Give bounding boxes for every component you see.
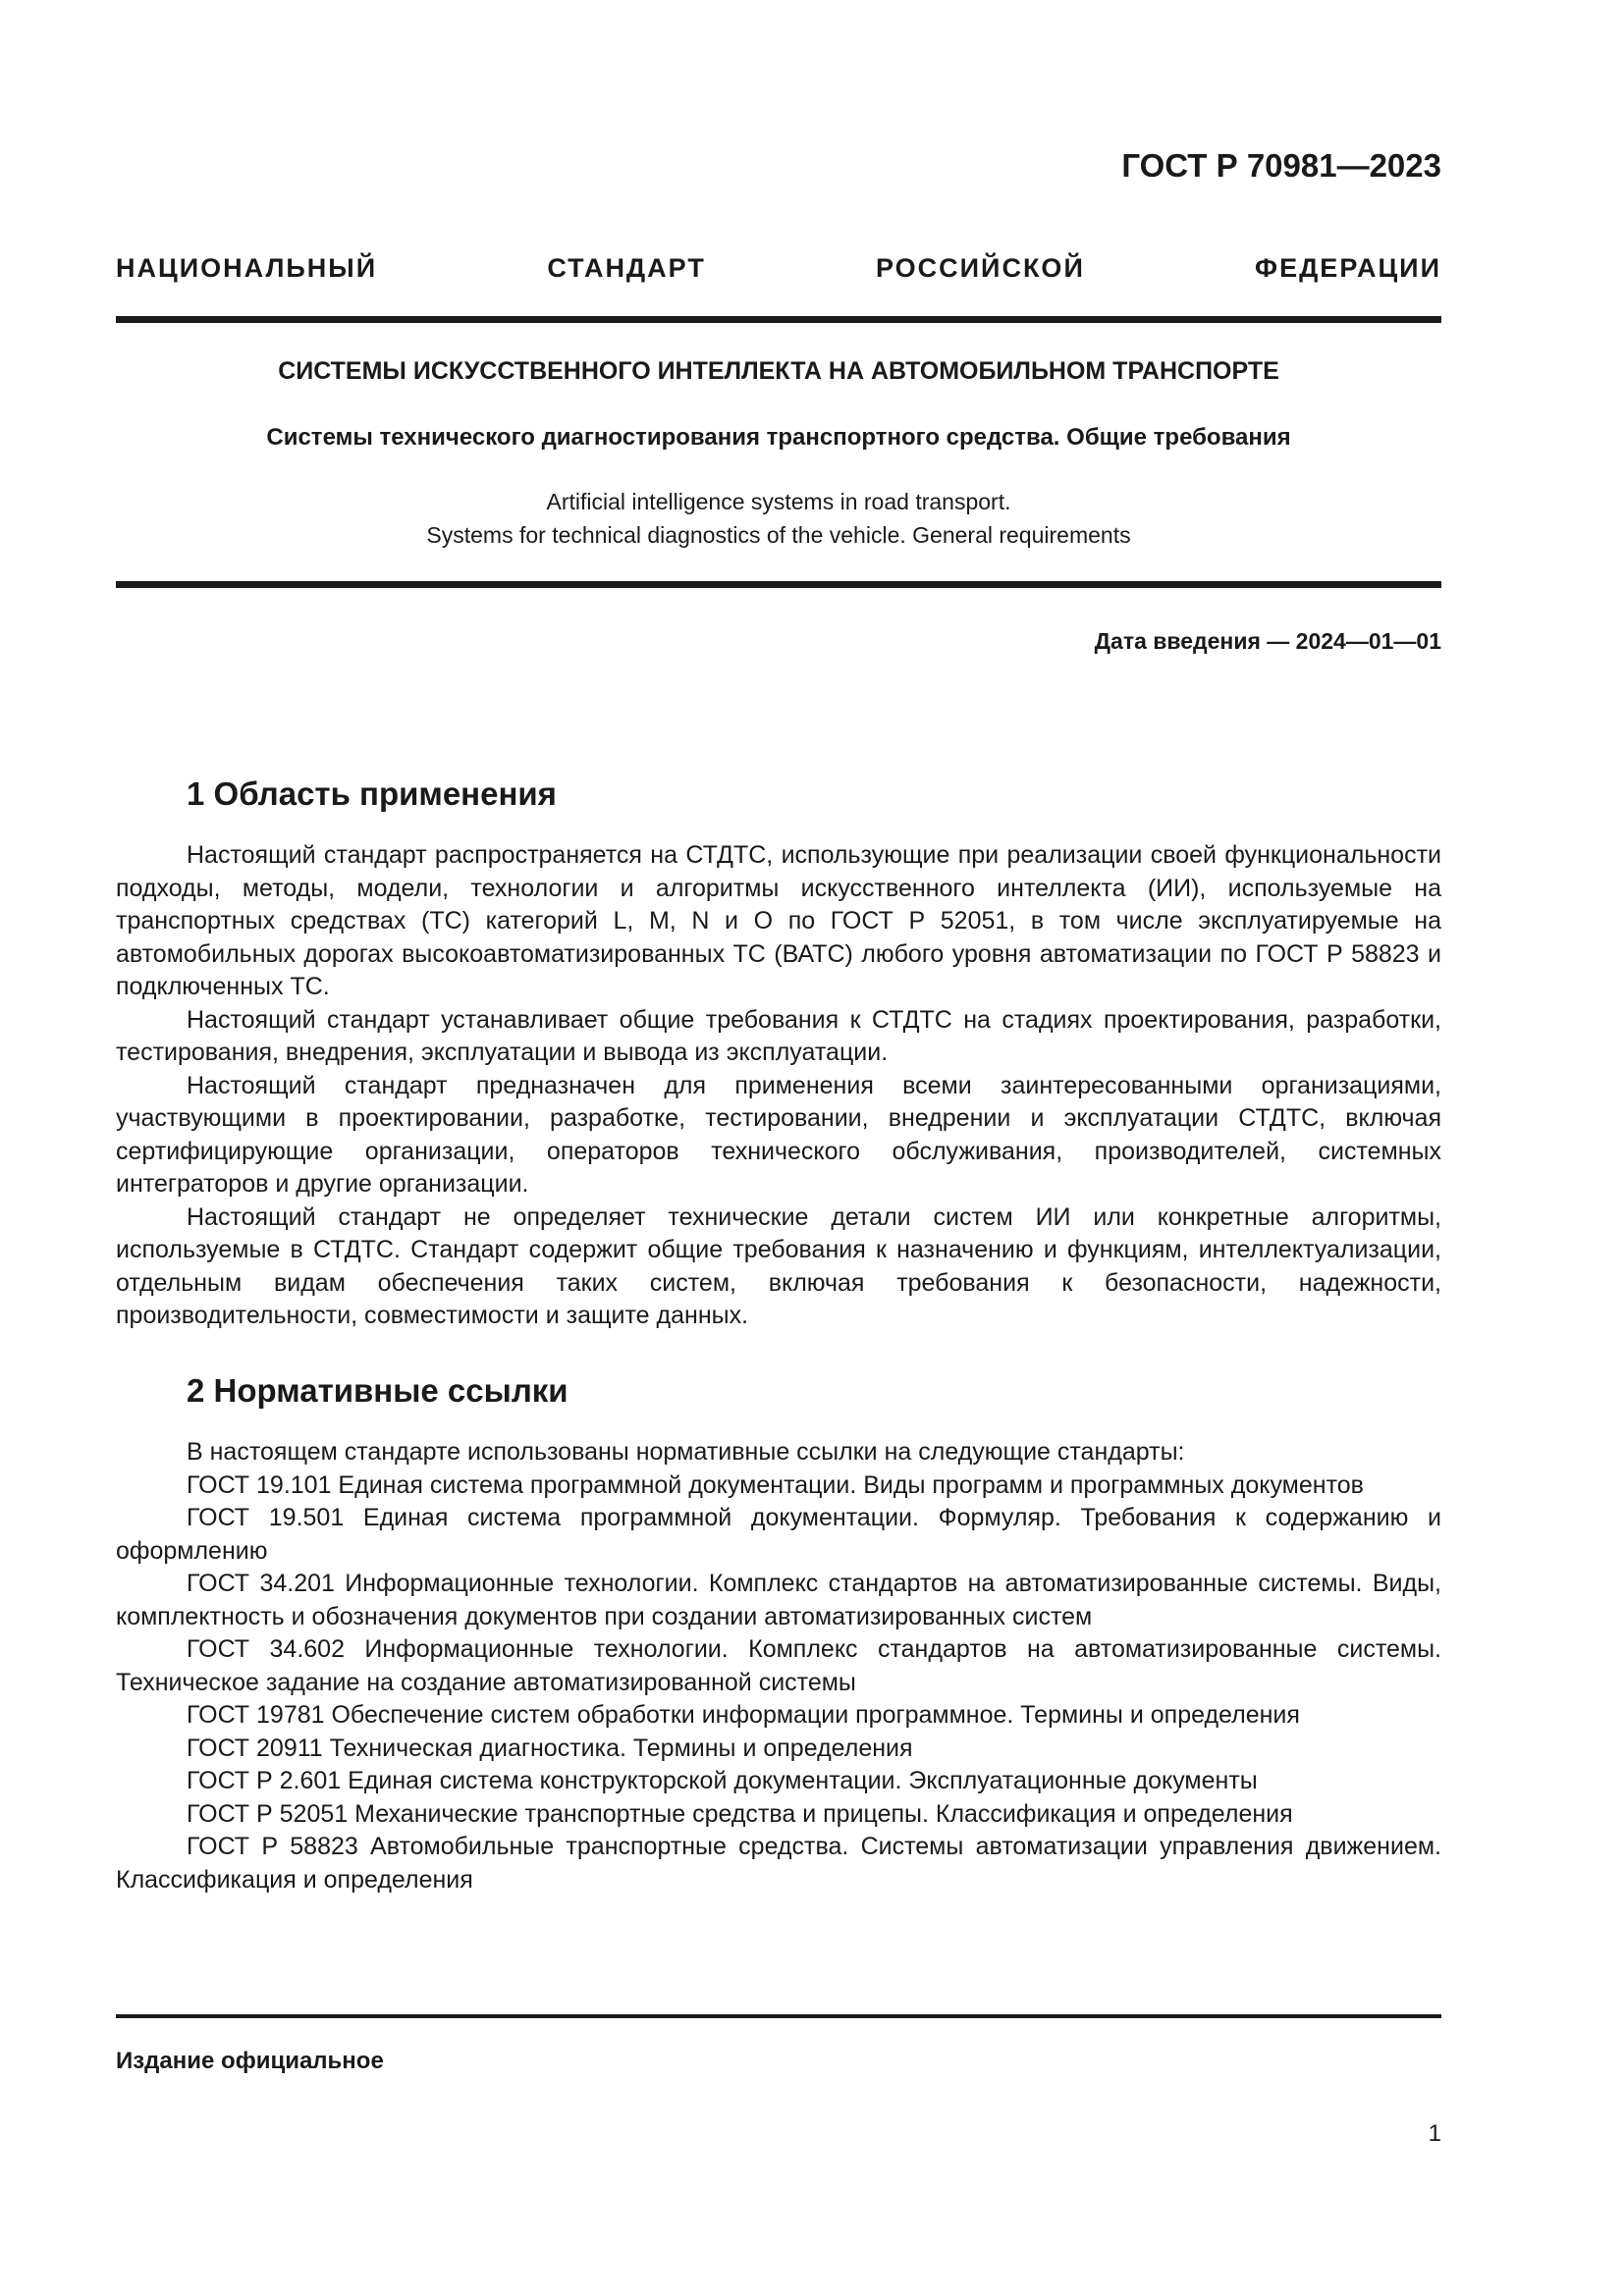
section-1-paragraph: Настоящий стандарт устанавливает общие требования к СТДТС на стадиях проектирования, разработки, тестирования, внедрения, эксплуатации и вывода из эксплуатации. [116, 1005, 1441, 1066]
normative-reference: ГОСТ 20911 Техническая диагностика. Термины и определения [187, 1734, 913, 1762]
section-1-body [116, 839, 1441, 1333]
normative-reference: ГОСТ 19.101 Единая система программной документации. Виды программ и программных документов [187, 1470, 1364, 1499]
document-subtitle: Системы технического диагностирования транспортного средства. Общие требования [266, 424, 1291, 451]
english-title-line-1: Artificial intelligence systems in road transport. [546, 489, 1011, 514]
national-standard-heading: НАЦИОНАЛЬНЫЙ СТАНДАРТ РОССИЙСКОЙ ФЕДЕРАЦИИ [116, 253, 1441, 283]
title-bottom-rule [116, 581, 1441, 588]
english-title [116, 485, 1441, 552]
normative-reference: ГОСТ 19781 Обеспечение систем обработки информации программное. Термины и определения [187, 1701, 1300, 1729]
section-2-heading: 2 Нормативные ссылки [187, 1372, 568, 1409]
normative-reference: ГОСТ 34.201 Информационные технологии. Комплекс стандартов на автоматизированные системы. Виды, комплектность и обозначения документов при создании автоматизированных систем [116, 1570, 1441, 1630]
section-2-intro: В настоящем стандарте использованы нормативные ссылки на следующие стандарты: [187, 1438, 1185, 1466]
normative-reference: ГОСТ Р 2.601 Единая система конструкторской документации. Эксплуатационные документы [187, 1767, 1258, 1794]
section-1-paragraph: Настоящий стандарт распространяется на СТДТС, использующие при реализации своей функциональности подходы, методы, модели, технологии и алгоритмы искусственного интеллекта (ИИ), используемые на транспортных средствах (ТС) категорий L, M, N и O по ГОСТ Р 52051, в том числе эксплуатируемые на автомобильных дорогах высокоавтоматизированных ТС (ВАТС) любого уровня автоматизации по ГОСТ Р 58823 и подключенных ТС. [116, 841, 1441, 1000]
normative-reference: ГОСТ 34.602 Информационные технологии. Комплекс стандартов на автоматизированные системы. Техническое задание на создание автоматизированной системы [116, 1635, 1441, 1696]
document-code: ГОСТ Р 70981—2023 [1121, 147, 1441, 184]
footer-rule [116, 2014, 1441, 2018]
page-number: 1 [1428, 2120, 1441, 2147]
section-1-paragraph: Настоящий стандарт предназначен для применения всеми заинтересованными организациями, участвующими в проектировании, разработке, тестировании, внедрении и эксплуатации СТДТС, включая сертифицирующие организации, операторов технического обслуживания, производителей, системных интеграторов и другие организации. [116, 1071, 1441, 1198]
english-title-line-2: Systems for technical diagnostics of the vehicle. General requirements [426, 522, 1131, 548]
document-title: СИСТЕМЫ ИСКУССТВЕННОГО ИНТЕЛЛЕКТА НА АВТОМОБИЛЬНОМ ТРАНСПОРТЕ [278, 357, 1279, 385]
normative-reference: ГОСТ Р 58823 Автомобильные транспортные средства. Системы автоматизации управления движением. Классификация и определения [116, 1833, 1441, 1894]
normative-reference: ГОСТ Р 52051 Механические транспортные средства и прицепы. Классификация и определения [187, 1799, 1293, 1828]
edition-label: Издание официальное [116, 2048, 384, 2074]
normative-reference: ГОСТ 19.501 Единая система программной документации. Формуляр. Требования к содержанию и оформлению [116, 1504, 1441, 1565]
section-1-paragraph: Настоящий стандарт не определяет технические детали систем ИИ или конкретные алгоритмы, используемые в СТДТС. Стандарт содержит общие требования к назначению и функциям, интеллектуализации, отдельным видам обеспечения таких систем, включая требования к безопасности, надежности, производительности, совместимости и защите данных. [116, 1202, 1441, 1329]
top-rule [116, 316, 1441, 323]
introduction-date: Дата введения — 2024—01—01 [1094, 628, 1441, 654]
section-2-body [116, 1436, 1441, 1896]
section-1-heading: 1 Область применения [187, 775, 557, 812]
